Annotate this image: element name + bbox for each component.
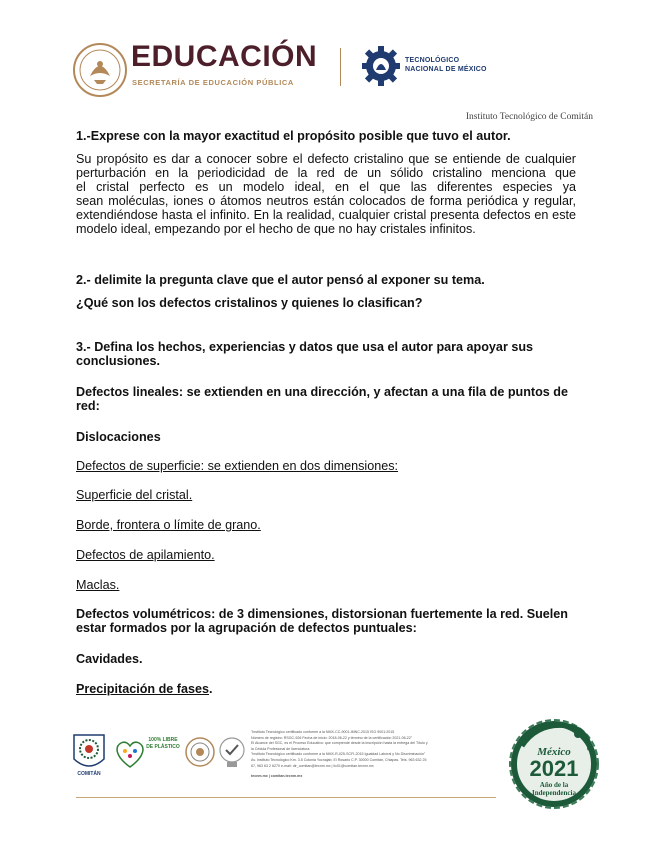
answer-1-line: extendiéndose hasta el infinito. En la realidad, cualquier cristal presenta defectos en este (76, 208, 576, 222)
footer-divider (76, 797, 496, 798)
answer-1-line: Su propósito es dar a conocer sobre el defecto cristalino que se entiende de cualquier (76, 152, 576, 166)
surface-defects: Defectos de superficie: se extienden en dos dimensiones: (76, 459, 399, 473)
answer-1-line: el cristal perfecto es un modelo ideal, en el que las diferentes especies ya (76, 180, 576, 194)
question-1: 1.-Exprese con la mayor exactitud el propósito posible que tuvo el autor. (76, 129, 511, 143)
twins-item: Maclas. (76, 578, 120, 592)
linear-defects-line: Defectos lineales: se extienden en una dirección, y afectan a una fila de puntos de (76, 385, 568, 399)
mexico-2021-seal (508, 716, 600, 812)
answer-1-line: modelo ideal, empezando por el hecho de que no hay cristales infinitos. (76, 222, 476, 236)
sep-subtitle: SECRETARÍA DE EDUCACIÓN PÚBLICA (132, 78, 294, 87)
footer-line: Número de registro: RSGC-926 Fecha de inicio: 2018-06-22 y término de la certificación 2021-06-22" (251, 735, 413, 740)
answer-1 (76, 152, 576, 236)
plastic-free-badge: 100% LIBRE DE PLÁSTICO (146, 737, 180, 750)
question-3-line: 3.- Defina los hechos, experiencias y datos que usa el autor para apoyar sus (76, 340, 534, 354)
footer-line: El Alcance del SGC, es el Proceso Educativo: que comprende desde la inscripción hasta la entrega del Título y (251, 741, 428, 746)
certification-seal-logo (218, 736, 246, 768)
answer-1-line: perturbación en la periodicidad de la red de un sólido cristalino menciona que (76, 166, 576, 180)
tecnm-name (405, 56, 487, 74)
footer-line: "Instituto Tecnológico certificado conforme a la NMX-CC-9001-IMNC-2015 ISO 9001:2015 (251, 730, 395, 734)
round-seal-logo (184, 736, 216, 768)
seal-bottom-text-2: Independencia (532, 789, 576, 797)
seal-year: 2021 (529, 756, 579, 781)
linear-defects (76, 385, 576, 413)
question-2: 2.- delimite la pregunta clave que el autor pensó al exponer su tema. (76, 273, 485, 287)
cavities-item: Cavidades. (76, 652, 143, 666)
tecnm-name-line1: TECNOLÓGICO (405, 57, 460, 64)
footer-line: la Cédula Profesional de licenciatura. (251, 746, 311, 751)
tecnm-name-line2: NACIONAL DE MÉXICO (405, 66, 487, 73)
itc-shield-logo (72, 733, 106, 775)
seal-top-text: México (537, 746, 571, 758)
footer-websites: tecnm.mx | comitan.tecnm.mx (251, 774, 303, 779)
itc-label: COMITÁN (77, 771, 101, 777)
volumetric-defects-line: estar formados por la agrupación de defectos puntuales: (76, 621, 417, 635)
tecnm-gear-logo (361, 44, 401, 88)
footer-line: "Instituto Tecnológico certificado conforme a la NMX-R-025-SCFI-2015 Igualdad Laboral y No Discriminación" (251, 752, 426, 757)
phase-precipitation-item (76, 682, 576, 696)
answer-1-line: sean moléculas, iones o átomos neutros están colocados de forma periódica y regular, (76, 194, 576, 208)
education-title: EDUCACIÓN (131, 40, 318, 73)
question-3-line: conclusiones. (76, 354, 160, 368)
footer-certification-text (251, 730, 506, 780)
footer-line: 67, 963 63 2 6270 e-mail: dir_comitan@tecnm.mx | lic01@comitan.tecnm.mx (251, 763, 374, 768)
crystal-surface-item: Superficie del cristal. (76, 488, 193, 502)
institute-name: Instituto Tecnológico de Comitán (465, 112, 593, 122)
grain-boundary-item: Borde, frontera o límite de grano. (76, 518, 261, 532)
footer-line: Av. Instituto Tecnológico Km. 3.5 Colonia Yocnajab, El Rosario C.P. 30000 Comitán, Chiapas. Tels. 963 632 25 (251, 757, 427, 762)
seal-bottom-text: Año de la (539, 781, 569, 789)
stacking-defects-item: Defectos de apilamiento. (76, 548, 215, 562)
hands-heart-logo (110, 733, 150, 773)
volumetric-defects-line: Defectos volumétricos: de 3 dimensiones, distorsionan fuertemente la red. Suelen (76, 607, 568, 621)
header-divider (340, 48, 341, 86)
dislocations-heading: Dislocaciones (76, 430, 161, 444)
phase-precipitation-text: Precipitación de fases (76, 682, 209, 696)
question-3 (76, 340, 576, 368)
phase-precipitation-period: . (209, 682, 213, 696)
mexico-coat-of-arms-logo (72, 42, 128, 98)
answer-2: ¿Qué son los defectos cristalinos y quienes lo clasifican? (76, 296, 423, 310)
linear-defects-line: red: (76, 399, 100, 413)
volumetric-defects (76, 607, 576, 635)
